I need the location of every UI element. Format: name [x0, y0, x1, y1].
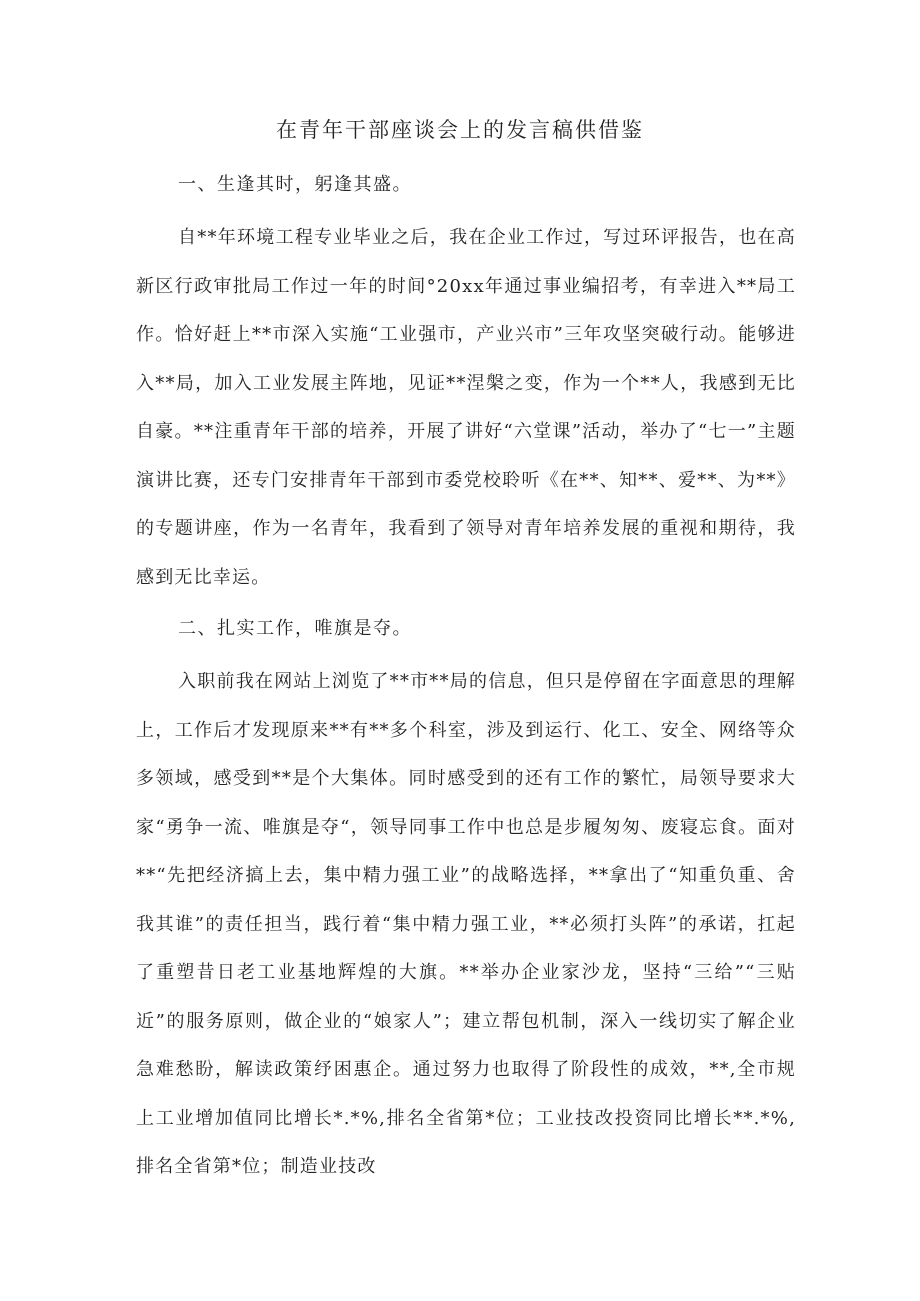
- section-2-heading: 二、扎实工作，唯旗是夺。: [178, 618, 412, 639]
- spacer: [136, 648, 796, 658]
- spacer: [136, 602, 796, 610]
- document-body: [136, 166, 796, 1192]
- section-1-heading: 一、生逢其时，躬逢其盛。: [178, 174, 412, 195]
- spacer: [136, 204, 796, 214]
- section-1-paragraph: 自**年环境工程专业毕业之后，我在企业工作过，写过环评报告，也在高新区行政审批局工作过一年的时间°20xx年通过事业编招考，有幸进入**局工作。恰好赶上**市深入实施“工业强市，产业兴市”三年攻坚突破行动。能够进入**局，加入工业发展主阵地，见证**涅槃之变，作为一个**人，我感到无比自豪。**注重青年干部的培养，开展了讲好“六堂课”活动，举办了“七一”主题演讲比赛，还专门安排青年干部到市委党校聆听《在**、知**、爱**、为**》的专题讲座，作为一名青年，我看到了领导对青年培养发展的重视和期待，我感到无比幸运。: [136, 227, 796, 588]
- section-2-paragraph: 入职前我在网站上浏览了**市**局的信息，但只是停留在字面意思的理解上，工作后才发现原来**有**多个科室，涉及到运行、化工、安全、网络等众多领域，感受到**是个大集体。同时感受到的还有工作的繁忙，局领导要求大家“勇争一流、唯旗是夺“，领导同事工作中也总是步履匆匆、废寝忘食。面对**“先把经济搞上去，集中精力强工业”的战略选择，**拿出了“知重负重、舍我其谁”的责任担当，践行着“集中精力强工业，**必须打头阵”的承诺，扛起了重塑昔日老工业基地辉煌的大旗。**举办企业家沙龙，坚持“三给”“三贴近”的服务原则，做企业的“娘家人”；建立帮包机制，深入一线切实了解企业急难愁盼，解读政策纾困惠企。通过努力也取得了阶段性的成效，**,全市规上工业增加值同比增长*.*%,排名全省第*位；工业技改投资同比增长**.*%,排名全省第*位；制造业技改: [136, 671, 796, 1177]
- document-title: 在青年干部座谈会上的发言稿供借鉴: [276, 118, 644, 142]
